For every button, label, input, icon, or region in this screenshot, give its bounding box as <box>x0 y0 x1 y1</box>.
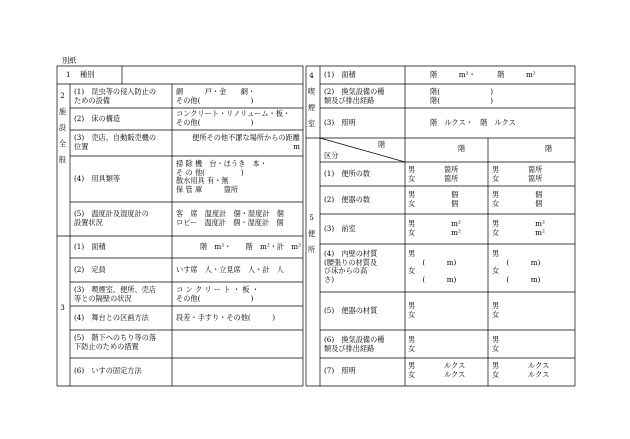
section-2-row-1-label: (1) 昆虫等の侵入防止の ための設備 <box>74 87 157 105</box>
toilet-row-6-col2: 男 女 <box>492 335 500 353</box>
section-4-row-1-value: 階 m²・ 階 m² <box>430 70 536 79</box>
attachment-label: 別紙 <box>62 56 77 65</box>
section-3-row-2-value: いす席 人・立見席 人・計 人 <box>176 265 284 274</box>
section-3-row-1-value: 階 m²・ 階 m²・計 m² <box>200 242 301 251</box>
section-2-row-2-value: コンクリート・リノリューム・板・ その他( ) <box>176 109 291 127</box>
toilet-row-7-col2: 男 ルクス 女 ルクス <box>492 361 550 379</box>
toilet-row-5-col1: 男 女 <box>408 301 416 319</box>
toilet-row-2-col1: 男 個 女 個 <box>408 190 459 208</box>
toilet-row-7-label: (7) 照明 <box>324 366 356 375</box>
section-3-row-6-label: (6) いすの固定方法 <box>74 366 142 375</box>
section-4-title: 4 喫 煙 室 <box>307 71 316 128</box>
toilet-row-6-col1: 男 女 <box>408 335 416 353</box>
section-3-row-1-label: (1) 面積 <box>74 242 106 251</box>
section-5-floor-header: 階 <box>378 140 386 149</box>
toilet-row-3-label: (3) 前室 <box>324 224 356 233</box>
section-2-row-3-label: (3) 売店、自動販売機の 位置 <box>74 133 157 151</box>
section-3-row-3-label: (3) 喫煙室、便所、売店 等との隔壁の状況 <box>74 285 157 303</box>
section-2-title: 2 施 設 全 般 <box>58 91 67 164</box>
section-2-row-4-label: (4) 用具類等 <box>74 174 121 183</box>
toilet-row-3-col1: 男 m² 女 m² <box>408 219 461 237</box>
section-2-row-5-value: 客 席 温度計 個・湿度計 個 ロビー 温度計 個・湿度計 個 <box>176 209 284 227</box>
toilet-row-1-label: (1) 便所の数 <box>324 169 371 178</box>
section-3-row-2-label: (2) 定員 <box>74 265 106 274</box>
toilet-row-5-col2: 男 女 <box>492 301 500 319</box>
section-2-row-5-label: (5) 温度計及湿度計の 設置状況 <box>74 209 149 227</box>
section-3-row-5-label: (5) 階下へのちり等の落 下防止のための措置 <box>74 333 157 351</box>
section-2-row-2-label: (2) 床の構造 <box>74 114 121 123</box>
toilet-row-1-col2: 男 箇所 女 箇所 <box>492 165 543 183</box>
toilet-row-4-label: (4) 内壁の材質 (腰張りの材質及 び床からの高 さ) <box>324 249 378 284</box>
toilet-row-1-col1: 男 箇所 女 箇所 <box>408 165 459 183</box>
section-2-row-3-value: 便所その他不潔な場所からの距離 m <box>192 133 300 151</box>
section-4-row-2-label: (2) 換気設備の種 類及び排出経路 <box>324 87 385 105</box>
section-2-row-4-value: 掃 除 機 台・ほうき 本・ そ の 他( ) 散水用具 有・無 保 管 庫 箇所 <box>176 159 267 194</box>
section-5-class-header: 区分 <box>324 151 339 160</box>
section-3-row-4-value: 段差・手すり・その他( ) <box>176 313 276 322</box>
toilet-row-5-label: (5) 便器の材質 <box>324 306 378 315</box>
section-4-row-2-value: 階( ) 階( ) <box>430 87 494 105</box>
section-3-title: 3 <box>60 303 65 312</box>
toilet-row-4-col1: 男 ( m) 女 ( m) <box>408 249 457 284</box>
section-5-floor-header-col1: 階 <box>458 144 466 153</box>
type-row-label: 種別 <box>80 70 95 79</box>
section-5-floor-header-col2: 階 <box>545 144 553 153</box>
section-3-row-3-value: コ ン ク リ ー ト ・ 板 ・ その他( ) <box>176 285 259 303</box>
section-5-title: 5 便 所 <box>307 213 316 254</box>
toilet-row-4-col2: 男 ( m) 女 ( m) <box>492 249 541 284</box>
toilet-row-6-label: (6) 換気設備の種 類及び排出経路 <box>324 335 385 353</box>
section-4-row-1-label: (1) 面積 <box>324 70 356 79</box>
section-4-row-3-label: (3) 照明 <box>324 118 356 127</box>
toilet-row-2-col2: 男 個 女 個 <box>492 190 543 208</box>
section-4-row-3-value: 階 ルクス・ 階 ルクス <box>430 118 516 127</box>
section-3-row-4-label: (4) 舞台との区画方法 <box>74 313 149 322</box>
toilet-row-7-col1: 男 ルクス 女 ルクス <box>408 361 466 379</box>
toilet-row-2-label: (2) 便器の数 <box>324 195 371 204</box>
section-2-row-1-value: 網 戸・金 網・ その他( ) <box>176 87 256 105</box>
toilet-row-3-col2: 男 m² 女 m² <box>492 219 545 237</box>
type-row-number: 1 <box>66 70 71 79</box>
